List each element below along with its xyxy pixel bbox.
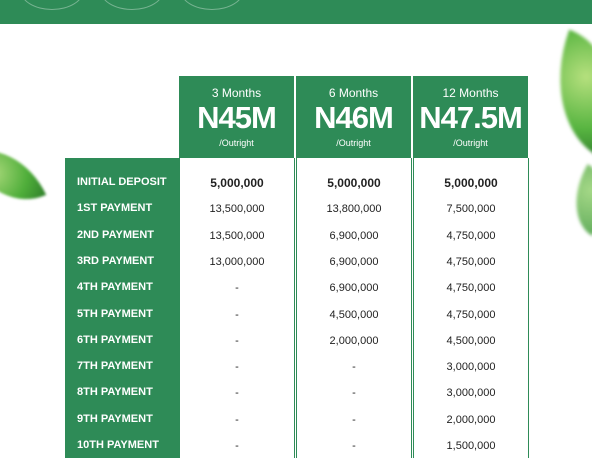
- payment-row-label: 7TH PAYMENT: [77, 360, 153, 373]
- payment-amount-cell: 2,000,000: [329, 334, 379, 347]
- plan-header-6-months: [296, 76, 411, 158]
- leaf-decoration-icon: [532, 30, 592, 161]
- payment-amount-cell: -: [352, 440, 356, 452]
- payment-row-label: 8TH PAYMENT: [77, 386, 153, 399]
- payment-amount-cell: -: [235, 413, 239, 426]
- payment-amount-cell: 3,000,000: [446, 387, 496, 400]
- payment-amount-cell: 6,900,000: [329, 229, 379, 242]
- payment-amount-cell: -: [235, 387, 239, 400]
- plan-column-6-months: [296, 158, 412, 458]
- payment-amount-cell: 3,000,000: [446, 361, 496, 374]
- payment-amount-cell: 13,500,000: [209, 203, 265, 216]
- payment-amount-cell: -: [235, 440, 239, 452]
- plan-note: /Outright: [453, 138, 488, 148]
- plan-duration: 12 Months: [442, 86, 499, 100]
- leaf-decoration-icon: [558, 164, 592, 236]
- payment-label-column: [65, 158, 179, 458]
- payment-row-label: INITIAL DEPOSIT: [77, 176, 167, 188]
- plan-price: N47.5M: [419, 100, 522, 135]
- payment-amount-cell: 5,000,000: [210, 176, 264, 190]
- payment-amount-cell: 13,000,000: [209, 255, 265, 268]
- payment-amount-cell: 5,000,000: [327, 176, 381, 190]
- payment-amount-cell: 1,500,000: [446, 440, 496, 452]
- payment-amount-cell: 4,500,000: [446, 334, 496, 347]
- payment-amount-cell: 4,750,000: [446, 255, 496, 268]
- payment-row-label: 4TH PAYMENT: [77, 281, 153, 294]
- payment-row-label: 2ND PAYMENT: [77, 228, 155, 241]
- payment-amount-cell: -: [235, 361, 239, 374]
- payment-amount-cell: 4,750,000: [446, 229, 496, 242]
- plan-price: N46M: [314, 100, 393, 135]
- payment-row-label: 9TH PAYMENT: [77, 412, 153, 425]
- payment-amount-cell: 5,000,000: [444, 176, 498, 190]
- plan-duration: 3 Months: [211, 86, 262, 100]
- plan-note: /Outright: [336, 138, 371, 148]
- payment-amount-cell: 4,750,000: [446, 282, 496, 295]
- plan-note: /Outright: [219, 138, 254, 148]
- payment-amount-cell: 7,500,000: [446, 203, 496, 216]
- payment-row-label: 10TH PAYMENT: [77, 439, 159, 451]
- payment-row-label: 5TH PAYMENT: [77, 307, 153, 320]
- payment-amount-cell: -: [352, 361, 356, 374]
- payment-amount-cell: 13,500,000: [209, 229, 265, 242]
- payment-row-label: 3RD PAYMENT: [77, 254, 155, 267]
- decorative-ring: [180, 0, 244, 10]
- payment-amount-cell: -: [235, 308, 239, 321]
- payment-amount-cell: 4,500,000: [329, 308, 379, 321]
- payment-amount-cell: 2,000,000: [446, 413, 496, 426]
- plan-column-3-months: [179, 158, 295, 458]
- payment-amount-cell: -: [352, 387, 356, 400]
- payment-amount-cell: 6,900,000: [329, 282, 379, 295]
- leaf-decoration-icon: [0, 131, 46, 218]
- payment-amount-cell: -: [235, 334, 239, 347]
- payment-amount-cell: 4,750,000: [446, 308, 496, 321]
- plan-header-12-months: [413, 76, 528, 158]
- top-banner: [0, 0, 592, 24]
- plan-duration: 6 Months: [328, 86, 379, 100]
- payment-row-label: 1ST PAYMENT: [77, 202, 153, 215]
- decorative-ring: [20, 0, 84, 10]
- payment-amount-cell: 13,800,000: [326, 203, 382, 216]
- plan-column-12-months: [413, 158, 529, 458]
- plan-header-3-months: [179, 76, 294, 158]
- payment-row-label: 6TH PAYMENT: [77, 333, 153, 346]
- plan-price: N45M: [197, 100, 276, 135]
- payment-amount-cell: -: [352, 413, 356, 426]
- decorative-ring: [100, 0, 164, 10]
- payment-amount-cell: 6,900,000: [329, 255, 379, 268]
- payment-amount-cell: -: [235, 282, 239, 295]
